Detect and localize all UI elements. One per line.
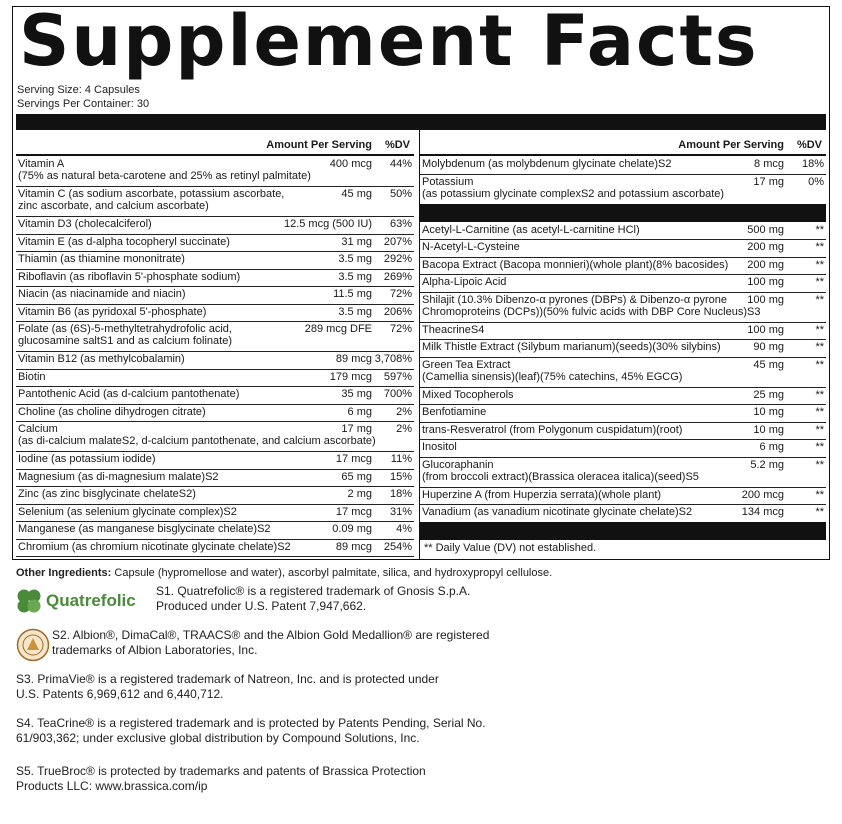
nutrient-name: [18, 271, 240, 283]
nutrient-name: [18, 471, 219, 483]
quatrefolic-logo: [14, 586, 136, 616]
amount-value: 6 mg: [759, 441, 784, 453]
amount-value: 45 mg: [341, 188, 372, 200]
nutrient-row: [16, 386, 414, 405]
footnote-s3: [16, 672, 439, 702]
nutrient-name: [422, 341, 721, 353]
amount-value: 45 mg: [753, 358, 784, 371]
dv-value: 700%: [383, 388, 412, 400]
footnote-s4: [16, 716, 486, 746]
amount-value: 200 mg: [747, 258, 784, 271]
nutrient-name-line1: Milk Thistle Extract (Silybum marianum)(seeds)(30% silybins): [422, 341, 721, 353]
nutrient-name: [422, 294, 760, 318]
footnote-s2: [52, 628, 489, 658]
amount-value: 17 mcg: [335, 505, 372, 518]
nutrient-row: [16, 269, 414, 288]
amount-value: 500 mg: [747, 223, 784, 236]
nutrient-name: [18, 406, 206, 418]
dv-value: **: [815, 458, 824, 471]
nutrient-name: [18, 371, 46, 383]
dv-value: 11%: [390, 453, 412, 465]
amount-value: 200 mg: [747, 241, 784, 253]
nutrient-name-line1: Bacopa Extract (Bacopa monnieri)(whole plant)(8% bacosides): [422, 258, 729, 271]
dv-value: 44%: [389, 158, 412, 170]
nutrient-name: [422, 259, 728, 271]
nutrient-name-line1: Vitamin D3 (cholecalciferol): [18, 218, 152, 230]
dv-value: **: [815, 358, 824, 371]
nutrient-name-line1: Chromium (as chromium nicotinate glycinate chelate)S2: [18, 540, 291, 553]
nutrient-row: [420, 222, 826, 241]
dv-value: 15%: [389, 470, 412, 483]
dv-value: 72%: [389, 323, 412, 335]
amount-value: 11.5 mg: [333, 288, 372, 300]
dv-value: 254%: [383, 540, 412, 553]
dv-value: 4%: [396, 523, 412, 535]
nutrient-row: [420, 439, 826, 458]
dv-value: 31%: [389, 505, 412, 518]
amount-value: 65 mg: [341, 470, 372, 483]
panel-title: Supplement Facts: [19, 0, 759, 82]
footnote-s3-line2: U.S. Patents 6,969,612 and 6,440,712.: [16, 687, 224, 701]
amount-value: 8 mcg: [754, 158, 784, 170]
right-column: [419, 130, 826, 560]
nutrient-name-line1: Biotin: [18, 370, 46, 383]
footnote-s1-line2: Produced under U.S. Patent 7,947,662.: [156, 599, 367, 613]
nutrient-row: [16, 469, 414, 488]
nutrient-row: [420, 239, 826, 258]
quatrefolic-wordmark: Quatrefolic: [46, 591, 136, 610]
nutrient-name: [18, 506, 237, 518]
nutrient-name: [422, 424, 682, 436]
dv-value: 18%: [801, 158, 824, 170]
nutrient-row: [16, 234, 414, 253]
nutrient-name-line2: zinc ascorbate, and calcium ascorbate): [18, 200, 209, 212]
nutrient-row: [16, 404, 414, 423]
footnote-s5: [16, 764, 426, 794]
nutrient-name: [18, 353, 185, 365]
nutrient-name-line1: Vitamin B12 (as methylcobalamin): [18, 353, 185, 365]
nutrient-name-line1: N-Acetyl-L-Cysteine: [422, 241, 520, 253]
dv-value: 18%: [389, 488, 412, 500]
nutrient-row: [420, 422, 826, 441]
footnote-s5-line2: Products LLC: www.brassica.com/ip: [16, 779, 208, 793]
nutrient-name-line1: Manganese (as manganese bisglycinate chelate)S2: [18, 523, 271, 535]
nutrient-name: [422, 489, 661, 501]
other-ingredients-label: Other Ingredients:: [16, 567, 112, 579]
serving-size: Serving Size: 4 Capsules: [17, 84, 140, 96]
footnote-s2-line2: trademarks of Albion Laboratories, Inc.: [52, 643, 258, 657]
nutrient-row: [16, 539, 414, 558]
dv-value: 0%: [808, 175, 824, 188]
nutrient-row: [420, 387, 826, 406]
dv-value: **: [815, 323, 824, 336]
amount-value: 3.5 mg: [338, 305, 372, 318]
dv-value: 207%: [383, 235, 412, 248]
nutrient-row: [16, 156, 414, 187]
nutrient-name-line1: Niacin (as niacinamide and niacin): [18, 288, 186, 300]
nutrient-name: [422, 276, 506, 288]
nutrient-name: [18, 488, 196, 500]
nutrient-row: [420, 487, 826, 506]
nutrient-name-line2: (Camellia sinensis)(leaf)(75% catechins, 45% EGCG): [422, 370, 683, 383]
nutrient-name-line1: Vitamin E (as d-alpha tocopheryl succinate): [18, 235, 230, 248]
nutrient-name: [18, 541, 291, 553]
nutrient-name-line1: TheacrineS4: [422, 323, 485, 336]
dv-value: **: [815, 388, 824, 401]
nutrient-name: [18, 453, 156, 465]
section-bar: [420, 204, 826, 222]
dv-value: **: [815, 293, 824, 306]
dv-value: 50%: [389, 188, 412, 200]
dv-header: %DV: [384, 139, 410, 151]
nutrient-name-line1: Vitamin C (as sodium ascorbate, potassium ascorbate,: [18, 188, 285, 200]
nutrient-name-line1: Folate (as (6S)-5-methyltetrahydrofolic acid,: [18, 323, 232, 335]
nutrient-name-line1: trans-Resveratrol (from Polygonum cuspidatum)(root): [422, 423, 683, 436]
nutrient-name-line1: Acetyl-L-Carnitine (as acetyl-L-carnitine HCl): [422, 223, 640, 236]
nutrient-row: [420, 322, 826, 341]
dv-value: **: [815, 406, 824, 418]
nutrient-row: [16, 321, 414, 352]
footnote-s4-line1: S4. TeaCrine® is a registered trademark and is protected by Patents Pending, Serial No.: [16, 716, 486, 730]
nutrient-name-line2: Chromoproteins (DCPs))(50% fulvic acids with DBP Core Nucleus)S3: [422, 305, 761, 318]
nutrient-name-line1: Vitamin B6 (as pyridoxal 5'-phosphate): [18, 305, 207, 318]
nutrient-name-line2: (from broccoli extract)(Brassica oleracea italica)(seed)S5: [422, 470, 699, 483]
section-bar: [420, 522, 826, 540]
nutrient-name: [422, 359, 682, 383]
amount-value: 2 mg: [347, 488, 372, 500]
nutrient-row: [420, 156, 826, 175]
nutrient-row: [16, 486, 414, 505]
amount-value: 6 mg: [347, 405, 372, 418]
left-header: [16, 130, 414, 156]
amount-value: 400 mcg: [329, 158, 372, 170]
amount-value: 17 mg: [753, 175, 784, 188]
amount-value: 89 mcg: [335, 540, 372, 553]
dv-value: 597%: [383, 370, 412, 383]
dv-value: **: [815, 258, 824, 271]
nutrient-name-line1: Vanadium (as vanadium nicotinate glycinate chelate)S2: [422, 506, 693, 518]
nutrient-name: [422, 406, 486, 418]
nutrient-row: [16, 421, 414, 452]
amount-value: 12.5 mcg (500 IU): [283, 218, 372, 230]
amount-value: 31 mg: [341, 235, 372, 248]
amount-value: 3.5 mg: [338, 253, 372, 265]
nutrient-name-line1: Riboflavin (as riboflavin 5'-phosphate sodium): [18, 270, 241, 283]
nutrient-name-line1: Huperzine A (from Huperzia serrata)(whole plant): [422, 488, 662, 501]
nutrient-name: [18, 523, 271, 535]
nutrient-row: [16, 369, 414, 388]
nutrient-name-line2: (as potassium glycinate complexS2 and potassium ascorbate): [422, 187, 725, 200]
nutrient-name: [422, 224, 640, 236]
amount-value: 5.2 mg: [750, 458, 784, 471]
nutrient-name: [18, 253, 185, 265]
servings-per-container: Servings Per Container: 30: [17, 98, 150, 110]
dv-value: 206%: [383, 305, 412, 318]
amount-value: 10 mg: [753, 406, 784, 418]
nutrient-name-line2: (75% as natural beta-carotene and 25% as retinyl palmitate): [18, 170, 311, 182]
albion-medallion-icon: [16, 628, 50, 662]
nutrient-name: [18, 423, 376, 447]
nutrient-name: [18, 236, 230, 248]
nutrient-name: [18, 188, 284, 212]
nutrient-row: [420, 174, 826, 205]
dv-value: 2%: [396, 423, 412, 435]
nutrient-name: [422, 459, 699, 483]
nutrient-row: [16, 216, 414, 235]
nutrient-row: [16, 351, 414, 370]
nutrient-name: [422, 158, 671, 170]
albion-seal: [16, 628, 50, 667]
footnote-s1-line1: S1. Quatrefolic® is a registered trademark of Gnosis S.p.A.: [156, 584, 471, 598]
nutrient-name-line1: Potassium: [422, 175, 474, 188]
nutrient-name-line1: Glucoraphanin: [422, 458, 494, 471]
nutrient-name: [18, 218, 152, 230]
clover-icon: [14, 586, 44, 616]
amount-value: 3.5 mg: [338, 270, 372, 283]
thick-rule: [16, 114, 826, 130]
nutrient-row: [16, 186, 414, 217]
nutrient-row: [16, 504, 414, 523]
amount-value: 0.09 mg: [332, 523, 372, 535]
amount-value: 35 mg: [341, 388, 372, 400]
dv-value: **: [815, 441, 824, 453]
amount-value: 100 mg: [747, 293, 784, 306]
nutrient-row: [16, 286, 414, 305]
nutrient-name-line1: Choline (as choline dihydrogen citrate): [18, 405, 206, 418]
nutrient-name-line1: Vitamin A: [18, 158, 65, 170]
nutrient-name: [18, 388, 239, 400]
left-column: [16, 130, 414, 560]
nutrient-row: [420, 457, 826, 488]
nutrient-name-line1: Pantothenic Acid (as d-calcium pantothenate): [18, 388, 240, 400]
dv-value: 269%: [383, 270, 412, 283]
dv-value: 63%: [389, 218, 412, 230]
amount-value: 17 mcg: [335, 453, 372, 465]
nutrient-name: [18, 288, 186, 300]
nutrient-name: [18, 306, 206, 318]
other-ingredients-text: Capsule (hypromellose and water), ascorbyl palmitate, silica, and hydroxypropyl cellulose.: [114, 567, 553, 579]
nutrient-name: [422, 176, 724, 200]
amount-value: 179 mcg: [329, 370, 372, 383]
dv-value: 3,708%: [374, 353, 412, 365]
nutrient-name: [422, 441, 457, 453]
amount-value: 89 mcg: [335, 353, 372, 365]
footnote-s5-line1: S5. TrueBroc® is protected by trademarks and patents of Brassica Protection: [16, 764, 426, 778]
nutrient-name-line1: Calcium: [18, 423, 58, 435]
footnote-s3-line1: S3. PrimaVie® is a registered trademark of Natreon, Inc. and is protected under: [16, 672, 439, 686]
amount-header: Amount Per Serving: [266, 139, 372, 151]
nutrient-row: [420, 339, 826, 358]
nutrient-row: [420, 504, 826, 523]
supplement-facts-panel: [12, 0, 830, 560]
nutrient-row: [420, 274, 826, 293]
amount-value: 25 mg: [753, 388, 784, 401]
nutrient-name-line1: Zinc (as zinc bisglycinate chelateS2): [18, 488, 196, 500]
nutrient-name-line1: Mixed Tocopherols: [422, 388, 514, 401]
amount-value: 90 mg: [753, 341, 784, 353]
nutrient-name-line1: Alpha-Lipoic Acid: [422, 276, 507, 288]
right-header: [420, 130, 826, 156]
dv-value: **: [815, 276, 824, 288]
nutrient-name: [18, 323, 232, 347]
amount-value: 100 mg: [747, 323, 784, 336]
dv-value: 292%: [383, 253, 412, 265]
dv-header: %DV: [796, 139, 822, 151]
dv-value: 2%: [396, 405, 412, 418]
nutrient-name: [422, 324, 484, 336]
amount-value: 100 mg: [747, 276, 784, 288]
footnote-s4-line2: 61/903,362; under exclusive global distribution by Compound Solutions, Inc.: [16, 731, 420, 745]
nutrient-row: [420, 257, 826, 276]
nutrient-row: [16, 304, 414, 323]
nutrient-name-line1: Magnesium (as di-magnesium malate)S2: [18, 470, 219, 483]
amount-value: 134 mcg: [741, 506, 784, 518]
nutrient-name: [422, 506, 692, 518]
nutrient-name: [18, 158, 311, 182]
amount-header: Amount Per Serving: [678, 139, 784, 151]
dv-value: **: [815, 423, 824, 436]
dv-value: **: [815, 506, 824, 518]
nutrient-row: [16, 251, 414, 270]
dv-value: **: [815, 241, 824, 253]
nutrient-row: [420, 292, 826, 323]
amount-value: 10 mg: [753, 423, 784, 436]
amount-value: 200 mcg: [741, 488, 784, 501]
amount-value: 289 mcg DFE: [304, 323, 372, 335]
dv-value: **: [815, 488, 824, 501]
dv-value: 72%: [389, 288, 412, 300]
nutrient-name-line2: glucosamine saltS1 and as calcium folinate): [18, 335, 233, 347]
nutrient-name: [422, 241, 520, 253]
nutrient-name-line1: Selenium (as selenium glycinate complex)S2: [18, 505, 237, 518]
nutrient-name-line1: Benfotiamine: [422, 406, 487, 418]
nutrient-name-line1: Inositol: [422, 441, 457, 453]
nutrient-row: [420, 357, 826, 388]
nutrient-name: [422, 389, 514, 401]
nutrient-row: [16, 451, 414, 470]
nutrient-name-line1: Iodine (as potassium iodide): [18, 453, 156, 465]
nutrient-row: [420, 404, 826, 423]
nutrient-name-line1: Shilajit (10.3% Dibenzo-α pyrones (DBPs) & Dibenzo-α pyrone: [422, 293, 727, 306]
footnote-s1: [156, 584, 470, 614]
other-ingredients: [16, 566, 552, 581]
dv-note: ** Daily Value (DV) not established.: [424, 541, 597, 554]
nutrient-name-line1: Thiamin (as thiamine mononitrate): [18, 253, 185, 265]
nutrient-name-line2: (as di-calcium malateS2, d-calcium pantothenate, and calcium ascorbate): [18, 435, 376, 447]
nutrient-name-line1: Green Tea Extract: [422, 358, 511, 371]
footnote-s2-line1: S2. Albion®, DimaCal®, TRAACS® and the Albion Gold Medallion® are registered: [52, 628, 490, 642]
nutrient-name-line1: Molybdenum (as molybdenum glycinate chelate)S2: [422, 158, 672, 170]
amount-value: 17 mg: [341, 423, 372, 435]
dv-value: **: [815, 223, 824, 236]
dv-value: **: [815, 341, 824, 353]
nutrient-row: [16, 521, 414, 540]
